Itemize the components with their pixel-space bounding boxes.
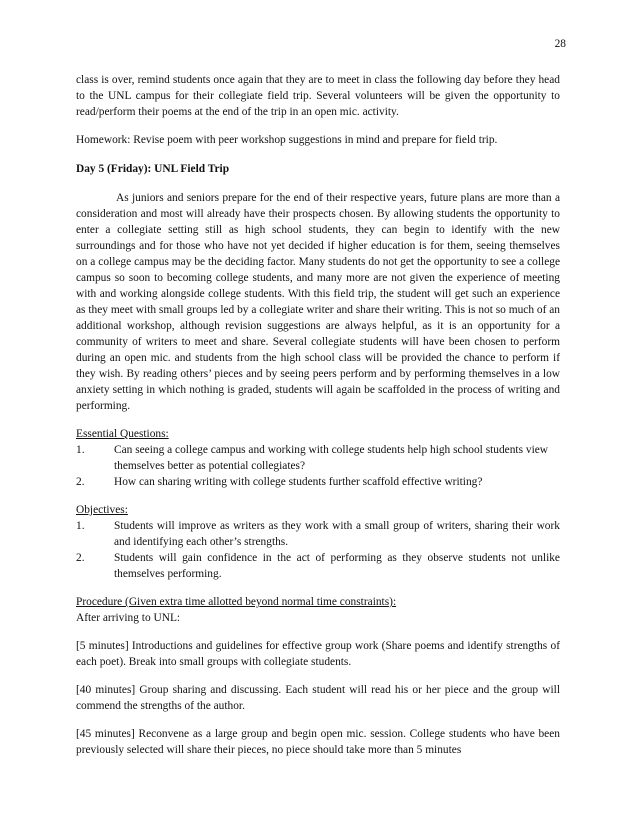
objectives-list bbox=[76, 518, 560, 582]
after-arriving-line: After arriving to UNL: bbox=[76, 612, 181, 624]
list-item-text: Students will improve as writers as they work with a small group of writers, sharing their work and identifying each other’s strengths. bbox=[114, 520, 560, 548]
essential-questions-section bbox=[76, 426, 560, 490]
list-item-number: 1. bbox=[76, 444, 85, 456]
procedure-step: [5 minutes] Introductions and guidelines for effective group work (Share poems and identify strengths of each poet). Break into small groups with collegiate students. bbox=[76, 640, 560, 668]
list-item-text: How can sharing writing with college students further scaffold effective writing? bbox=[114, 476, 483, 488]
intro-paragraph: class is over, remind students once again that they are to meet in class the following day before they head to the UNL campus for their collegiate field trip. Several volunteers will be given the opportunity to read/perform their poems at the end of the trip in an open mic. activity. bbox=[76, 74, 560, 118]
list-item bbox=[76, 442, 560, 474]
objectives-section bbox=[76, 502, 560, 582]
procedure-section bbox=[76, 594, 560, 758]
body-paragraph: As juniors and seniors prepare for the end of their respective years, future plans are more than a consideration and most will already have their prospects chosen. By allowing students the opportunity to enter a collegiate setting still as high school students, they can begin to identify with the new surroundings and for those who have not yet decided if higher education is for them, seeing themselves on a college campus may be the deciding factor. Many students do not get the opportunity to see a college campus so soon to becoming college students, and many more are not given the experience of meeting with and working alongside college students. With this field trip, the student will get such an experience as they meet with small groups led by a collegiate writer and share their writing. This is not so much of an additional workshop, although revision suggestions are always helpful, as it is an opportunity for a community of writers to meet and share. Several collegiate students will have been chosen to perform during an open mic. and students from the high school class will be provided the chance to perform if they wish. By reading others’ pieces and by seeing peers perform and by performing themselves in a low anxiety setting in which nothing is graded, students will again be scaffolded in the process of writing and performing. bbox=[76, 192, 560, 412]
homework-line: Homework: Revise poem with peer workshop suggestions in mind and prepare for field trip. bbox=[76, 134, 498, 146]
day-heading: Day 5 (Friday): UNL Field Trip bbox=[76, 163, 230, 175]
list-item-number: 2. bbox=[76, 476, 85, 488]
list-item bbox=[76, 518, 560, 550]
page-number: 28 bbox=[554, 38, 566, 50]
list-item bbox=[76, 474, 560, 490]
objectives-heading: Objectives: bbox=[76, 504, 128, 516]
procedure-step: [40 minutes] Group sharing and discussing. Each student will read his or her piece and the group will commend the strengths of the author. bbox=[76, 684, 560, 712]
list-item-number: 1. bbox=[76, 520, 85, 532]
list-item-text: Can seeing a college campus and working with college students help high school students view themselves better as potential collegiates? bbox=[114, 444, 549, 472]
list-item bbox=[76, 550, 560, 582]
essential-questions-heading: Essential Questions: bbox=[76, 428, 169, 440]
procedure-heading: Procedure (Given extra time allotted beyond normal time constraints): bbox=[76, 596, 397, 608]
essential-questions-list bbox=[76, 442, 560, 490]
list-item-text: Students will gain confidence in the act of performing as they observe students not unlike themselves performing. bbox=[114, 552, 560, 580]
procedure-step: [45 minutes] Reconvene as a large group and begin open mic. session. College students who have been previously selected will share their pieces, no piece should take more than 5 minutes bbox=[76, 728, 560, 756]
page-content bbox=[76, 72, 560, 758]
list-item-number: 2. bbox=[76, 552, 85, 564]
